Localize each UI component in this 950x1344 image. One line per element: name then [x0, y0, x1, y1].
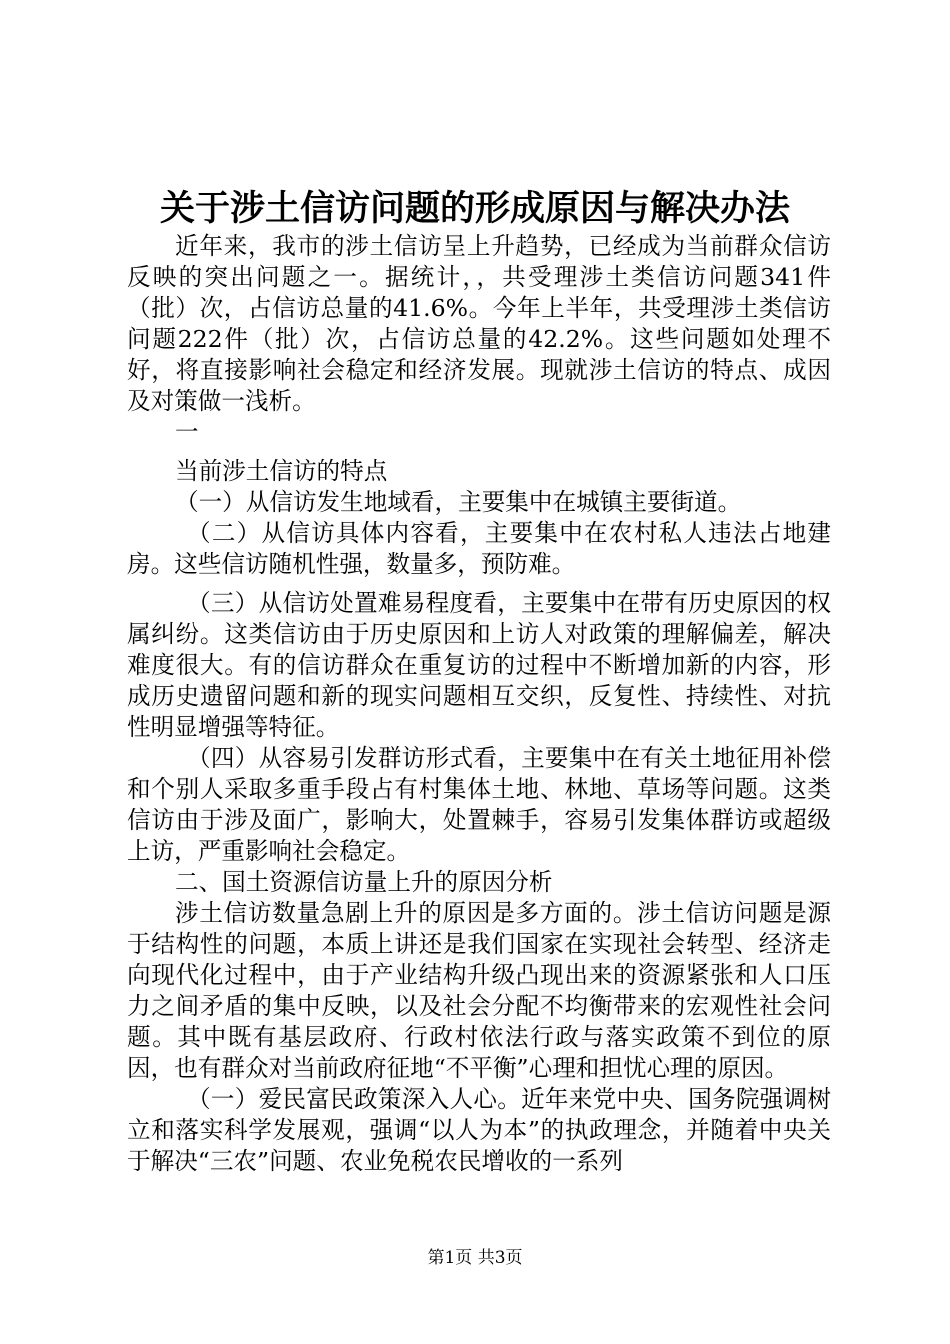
document-body — [127, 231, 831, 1177]
paragraph-feature-4: （四）从容易引发群访形式看，主要集中在有关土地征用补偿和个别人采取多重手段占有村集体土地、林地、草场等问题。这类信访由于涉及面广，影响大，处置棘手，容易引发集体群访或超级上访，严重影响社会稳定。 — [127, 744, 831, 865]
paragraph-causes-overview: 涉土信访数量急剧上升的原因是多方面的。涉土信访问题是源于结构性的问题，本质上讲还是我们国家在实现社会转型、经济走向现代化过程中，由于产业结构升级凸现出来的资源紧张和人口压力之间矛盾的集中反映，以及社会分配不均衡带来的宏观性社会问题。其中既有基层政府、行政村依法行政与落实政策不到位的原因，也有群众对当前政府征地“不平衡”心理和担忧心理的原因。 — [127, 899, 831, 1082]
paragraph-intro: 近年来，我市的涉土信访呈上升趋势，已经成为当前群众信访反映的突出问题之一。据统计，，共受理涉土类信访问题341件（批）次，占信访总量的41.6%。今年上半年，共受理涉土类信访问题222件（批）次，占信访总量的42.2%。这些问题如处理不好，将直接影响社会稳定和经济发展。现就涉土信访的特点、成因及对策做一浅析。 — [127, 232, 831, 415]
paragraph-cause-1: （一）爱民富民政策深入人心。近年来党中央、国务院强调树立和落实科学发展观，强调“以人为本”的执政理念，并随着中央关于解决“三农”问题、农业免税农民增收的一系列 — [127, 1085, 831, 1175]
page-footer: 第1页 共3页 — [427, 1248, 523, 1268]
section-heading-causes: 二、国土资源信访量上升的原因分析 — [175, 868, 553, 896]
document-title: 关于涉土信访问题的形成原因与解决办法 — [159, 188, 790, 229]
paragraph-feature-3: （三）从信访处置难易程度看，主要集中在带有历史原因的权属纠纷。这类信访由于历史原因和上访人对政策的理解偏差，解决难度很大。有的信访群众在重复访的过程中不断增加新的内容，形成历史遗留问题和新的现实问题相互交织，反复性、持续性、对抗性明显增强等特征。 — [127, 589, 831, 741]
section-heading-features: 当前涉土信访的特点 — [175, 457, 388, 485]
paragraph-feature-2: （二）从信访具体内容看，主要集中在农村私人违法占地建房。这些信访随机性强，数量多，预防难。 — [127, 519, 831, 578]
paragraph-feature-1: （一）从信访发生地域看，主要集中在城镇主要街道。 — [175, 488, 742, 516]
section-number-one: 一 — [175, 418, 199, 446]
